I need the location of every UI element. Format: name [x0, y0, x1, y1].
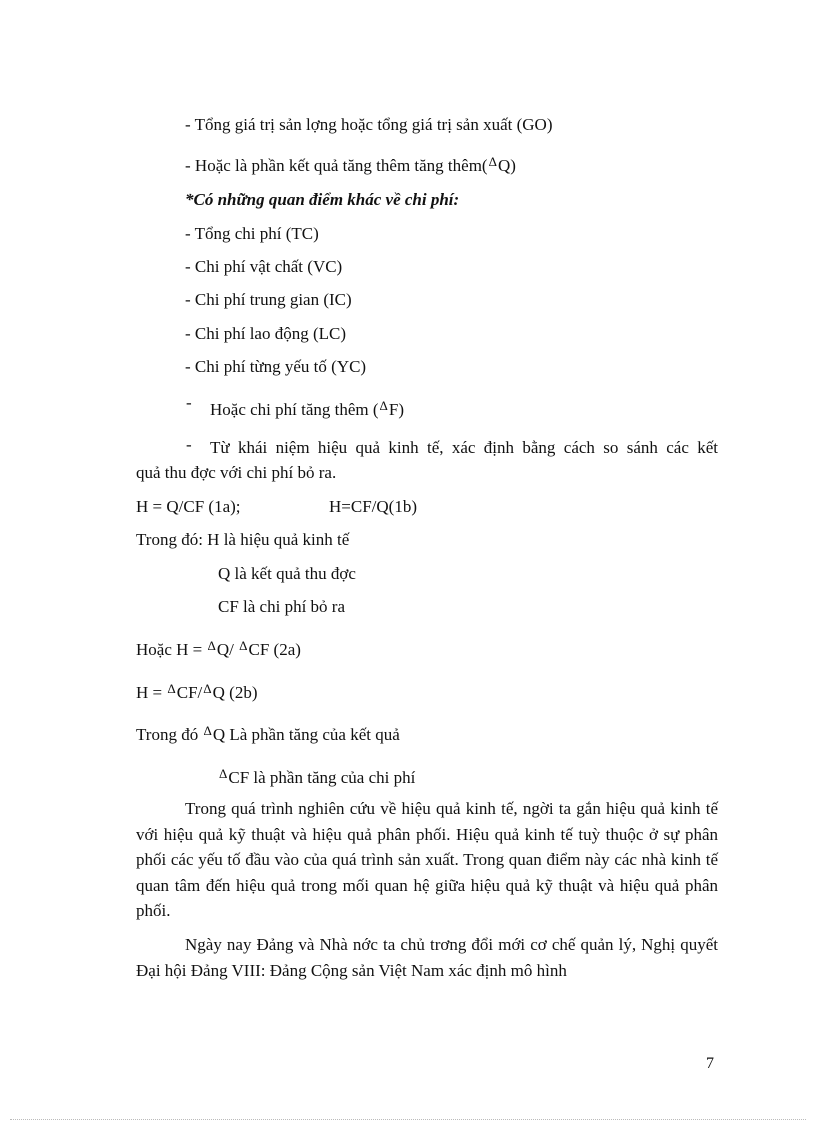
cost-item-tc: - Tổng chi phí (TC) — [185, 224, 319, 243]
text-segment: Trong đó — [136, 725, 203, 744]
paragraph-efficiency: Trong quá trình nghiên cứu về hiệu quả kinh tế, ngời ta gắn hiệu quả kinh tế với hiệu quả kỹ thuật và hiệu quả phân phối. Hiệu quả kinh tế tuỳ thuộc ở sự phân phối các yếu tố đầu vào của quá trình sản xuất. Trong quan điểm này các nhà kinh tế quan tâm đến hiệu quả trong mối quan hệ giữa hiệu quả kỹ thuật và hiệu quả phân phối. — [136, 799, 718, 920]
output-measure-go: - Tổng giá trị sản lợng hoặc tổng giá trị sản xuất (GO) — [185, 115, 553, 134]
formula-1a: H = Q/CF (1a); — [136, 497, 241, 516]
text-segment: - Hoặc là phần kết quả tăng thêm tăng thêm( — [185, 156, 488, 175]
formula-2a — [136, 636, 301, 660]
formula-2b — [136, 679, 258, 703]
definition-delta-cf — [218, 764, 415, 788]
cost-views-heading: *Có những quan điểm khác về chi phí: — [185, 190, 460, 209]
delta-symbol: Δ — [239, 638, 248, 653]
text-segment: Q Là phần tăng của kết quả — [212, 725, 400, 744]
text-segment: CF là phần tăng của chi phí — [228, 768, 416, 787]
bullet-marker: - — [186, 435, 192, 454]
delta-symbol: Δ — [488, 154, 497, 169]
definition-delta-q — [136, 721, 400, 745]
text-segment: Q/ — [216, 640, 239, 659]
cost-item-ic: - Chi phí trung gian (IC) — [185, 290, 352, 309]
paragraph-line: Từ khái niệm hiệu quả kinh tế, xác định bằng cách so sánh các kết — [210, 438, 718, 457]
delta-symbol: Δ — [203, 723, 212, 738]
cost-item-lc: - Chi phí lao động (LC) — [185, 324, 347, 343]
text-segment: Q (2b) — [212, 683, 258, 702]
cost-item-yc: - Chi phí từng yếu tố (YC) — [185, 357, 367, 376]
text-segment: Hoặc chi phí tăng thêm ( — [210, 400, 379, 419]
delta-symbol: Δ — [203, 681, 212, 696]
cost-item-vc: - Chi phí vật chất (VC) — [185, 257, 343, 276]
delta-symbol: Δ — [219, 766, 228, 781]
text-segment: CF/ — [176, 683, 203, 702]
delta-symbol: Δ — [207, 638, 216, 653]
page-number: 7 — [706, 1055, 714, 1072]
text-segment: F) — [388, 400, 405, 419]
definition-q: Q là kết quả thu đợc — [218, 564, 356, 583]
output-measure-delta-q — [185, 152, 516, 176]
bullet-marker: - — [186, 393, 192, 412]
text-segment: H = — [136, 683, 167, 702]
page-bottom-border — [10, 1119, 806, 1120]
delta-symbol: Δ — [379, 398, 388, 413]
definition-h: Trong đó: H là hiệu quả kinh tế — [136, 530, 350, 549]
paragraph-line: quả thu đợc với chi phí bỏ ra. — [136, 463, 337, 482]
formula-1b: H=CF/Q(1b) — [329, 497, 417, 516]
definition-cf: CF là chi phí bỏ ra — [218, 597, 346, 616]
delta-symbol: Δ — [167, 681, 176, 696]
cost-item-delta-f — [210, 396, 404, 420]
text-segment: Q) — [497, 156, 516, 175]
paragraph-reform: Ngày nay Đảng và Nhà nớc ta chủ trơng đổi mới cơ chế quản lý, Nghị quyết Đại hội Đảng VIII: Đảng Cộng sản Việt Nam xác định mô hình — [136, 935, 718, 980]
text-segment: CF (2a) — [248, 640, 301, 659]
text-segment: Hoặc H = — [136, 640, 207, 659]
